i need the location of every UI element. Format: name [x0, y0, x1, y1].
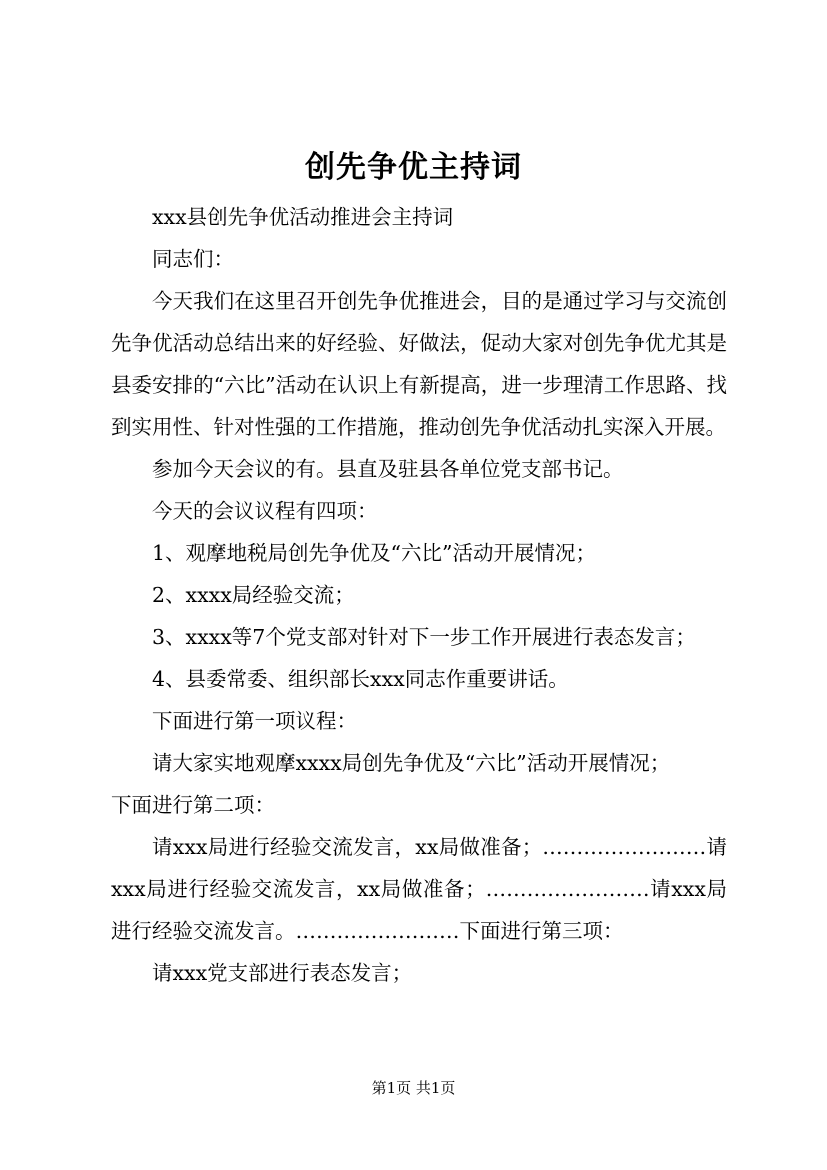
paragraph-observation: 请大家实地观摩xxxx局创先争优及“六比”活动开展情况；: [152, 751, 671, 775]
paragraph-agenda-item-3: 3、xxxx等7个党支部对针对下一步工作开展进行表态发言；: [152, 625, 696, 649]
paragraph-second-item: 下面进行第二项：: [111, 793, 275, 817]
paragraph-attendees: 参加今天会议的有。县直及驻县各单位党支部书记。: [152, 457, 624, 481]
paragraph-agenda-heading: 今天的会议议程有四项：: [152, 499, 378, 523]
paragraph-agenda-item-4: 4、县委常委、组织部长xxx同志作重要讲话。: [152, 667, 569, 691]
paragraph-first-item: 下面进行第一项议程：: [152, 709, 357, 733]
paragraph-statement: 请xxx党支部进行表态发言；: [152, 961, 413, 985]
paragraph-agenda-item-1: 1、观摩地税局创先争优及“六比”活动开展情况；: [152, 541, 597, 565]
page-footer: 第1页 共1页: [371, 1079, 456, 1097]
document-body: [111, 196, 727, 994]
paragraph-subtitle: xxx县创先争优活动推进会主持词: [152, 205, 454, 229]
document-title: 创先争优主持词: [305, 150, 522, 185]
paragraph-agenda-item-2: 2、xxxx局经验交流；: [152, 583, 355, 607]
paragraph-intro: 今天我们在这里召开创先争优推进会，目的是通过学习与交流创先争优活动总结出来的好经验、好做法，促动大家对创先争优尤其是县委安排的“六比”活动在认识上有新提高，进一步理清工作思路、找到实用性、针对性强的工作措施，推动创先争优活动扎实深入开展。: [111, 289, 727, 439]
paragraph-exchange: 请xxx局进行经验交流发言，xx局做准备；……………………请xxx局进行经验交流发言，xx局做准备；……………………请xxx局进行经验交流发言。……………………下面进行第三项：: [111, 835, 727, 943]
paragraph-greeting: 同志们：: [152, 247, 234, 271]
